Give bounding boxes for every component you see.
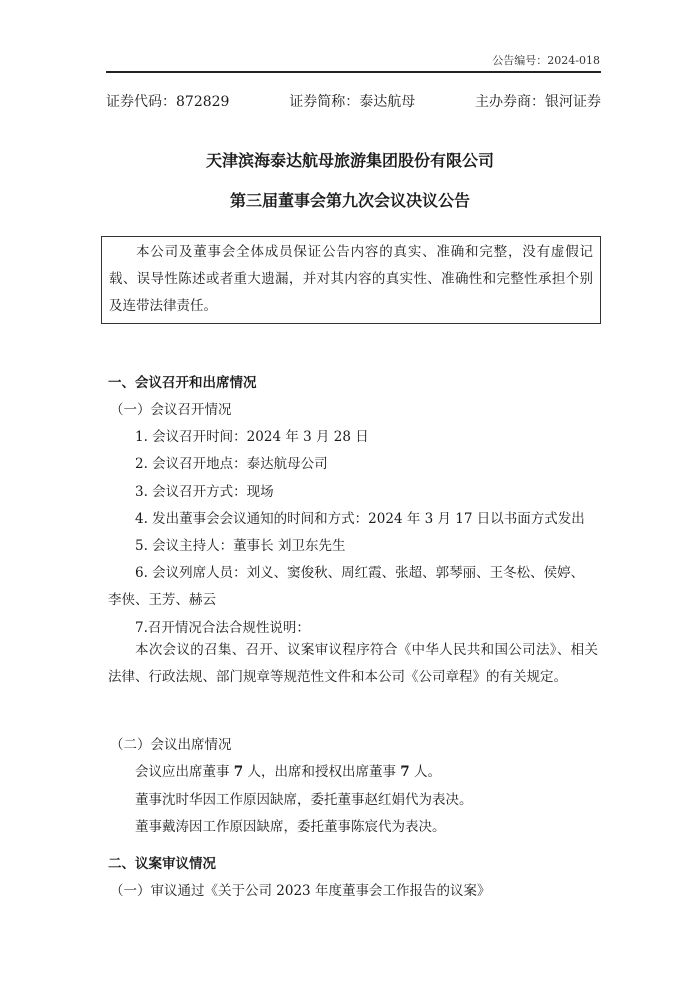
stock-short-name: 证券简称：泰达航母: [289, 94, 416, 110]
meeting-location-item: 2. 会议召开地点：泰达航母公司: [135, 456, 328, 472]
compliance-label: 7.召开情况合法合规性说明：: [135, 620, 310, 636]
attendance-text-pre: 会议应出席董事: [135, 764, 234, 780]
subsection-2-1-heading: （一）审议通过《关于公司 2023 年度董事会工作报告的议案》: [110, 883, 491, 899]
subsection-1-2-heading: （二）会议出席情况: [110, 737, 232, 753]
proxy-statement-1: 董事沈时华因工作原因缺席，委托董事赵红娟代为表决。: [135, 792, 473, 808]
notice-title: 第三届董事会第九次会议决议公告: [229, 191, 470, 210]
company-name-title: 天津滨海泰达航母旅游集团股份有限公司: [205, 151, 494, 170]
attendance-actual-number: 7: [400, 764, 410, 780]
attendance-expected-number: 7: [233, 764, 244, 780]
attendance-text-post: 人。: [409, 764, 441, 780]
subsection-1-1-heading: （一）会议召开情况: [110, 402, 232, 418]
announcement-number: 公告编号：2024-018: [492, 54, 600, 67]
stock-code: 证券代码：872829: [106, 94, 230, 110]
disclaimer-box: 本公司及董事会全体成员保证公告内容的真实、准确和完整，没有虚假记载、误导性陈述或者重大遗漏，并对其内容的真实性、准确性和完整性承担个别及连带法律责任。: [101, 236, 601, 324]
meeting-time-item: 1. 会议召开时间：2024 年 3 月 28 日: [135, 429, 369, 445]
attendees-item-continued: 李侠、王芳、赫云: [108, 592, 216, 608]
section-1-heading: 一、会议召开和出席情况: [108, 375, 257, 391]
attendees-item: 6. 会议列席人员：刘义、窦俊秋、周红霞、张超、郭琴丽、王冬松、侯婷、: [135, 565, 585, 581]
proxy-statement-2: 董事戴涛因工作原因缺席，委托董事陈宸代为表决。: [135, 819, 446, 835]
attendance-count: [135, 760, 441, 780]
attendance-text-mid: 人，出席和授权出席董事: [243, 764, 401, 780]
meeting-chair-item: 5. 会议主持人：董事长 刘卫东先生: [135, 538, 346, 554]
section-2-heading: 二、议案审议情况: [108, 856, 216, 872]
compliance-paragraph: 本次会议的召集、召开、议案审议程序符合《中华人民共和国公司法》、相关法律、行政法规、部门规章等规范性文件和本公司《公司章程》的有关规定。: [108, 642, 598, 685]
notice-time-item: 4. 发出董事会会议通知的时间和方式：2024 年 3 月 17 日以书面方式发出: [135, 511, 585, 527]
meeting-method-item: 3. 会议召开方式：现场: [135, 484, 274, 500]
sponsor-broker: 主办券商：银河证券: [474, 94, 601, 110]
